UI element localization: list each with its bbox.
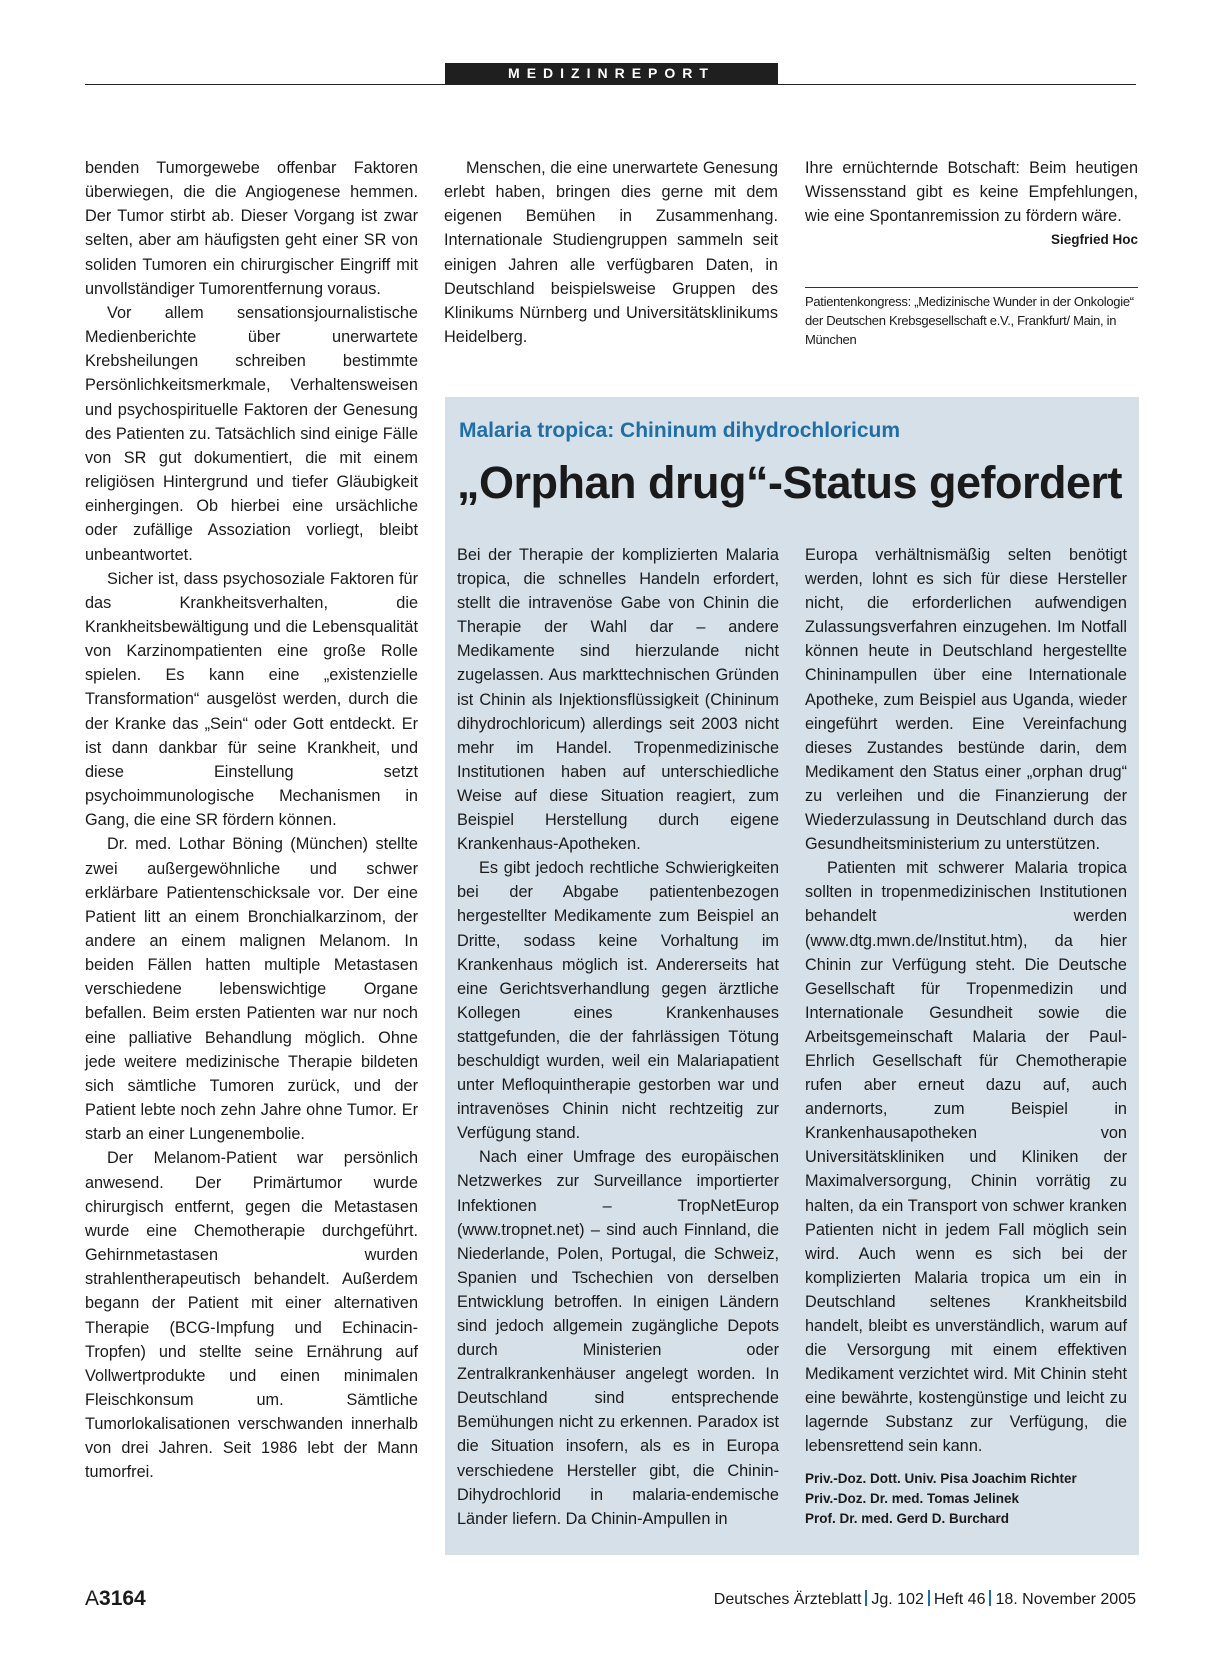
article-column-1 (85, 156, 418, 1485)
author-list (805, 1469, 1127, 1529)
header-rule (85, 84, 1136, 85)
page-number (85, 1587, 146, 1611)
sidebar-box (445, 397, 1139, 1555)
box-column-2 (805, 543, 1127, 1529)
journal-name: Deutsches Ärzteblatt (713, 1591, 862, 1608)
author: Priv.-Doz. Dr. med. Tomas Jelinek (805, 1490, 1020, 1506)
page-number-value: 3164 (99, 1587, 146, 1610)
journal-info (714, 1590, 1136, 1609)
paragraph (805, 156, 1138, 248)
paragraph: benden Tumorgewebe offenbar Faktoren überwiegen, die die Angiogenese hemmen. Der Tumor stirbt ab. Dieser Vorgang ist zwar selten, aber am häufigsten geht einer SR von soliden Tumoren ein chirurgischer Eingriff mit unvollständiger Tumorentfernung voraus. (85, 159, 418, 298)
author: Prof. Dr. med. Gerd D. Burchard (805, 1510, 1010, 1526)
separator (865, 1590, 867, 1606)
author-signature: Siegfried Hoc (1050, 232, 1138, 248)
source-divider (805, 287, 1138, 288)
journal-date: 18. November 2005 (995, 1591, 1136, 1608)
paragraph: Nach einer Umfrage des europäischen Netzwerkes zur Surveillance importierter Infektionen – TropNetEurop (www.tropnet.net) – sind auch Finnland, die Niederlande, Polen, Portugal, die Schweiz, Spanien und Tschechien von derselben Entwicklung betroffen. In einigen Ländern sind jedoch allgemein zugängliche Depots durch Ministerien oder Zentralkrankenhäuser angelegt worden. In Deutschland sind entsprechende Bemühungen nicht zu erkennen. Paradox ist die Situation insofern, als es in Europa verschiedene Hersteller gibt, die Chinin-Dihydrochlorid in malaria-endemische Länder liefern. Da Chinin-Ampullen in (457, 1148, 779, 1528)
author: Priv.-Doz. Dott. Univ. Pisa Joachim Richter (805, 1470, 1077, 1486)
paragraph: Der Melanom-Patient war persönlich anwesend. Der Primärtumor wurde chirurgisch entfernt, gegen die Metastasen wurde eine Chemotherapie durchgeführt. Gehirnmetastasen wurden strahlentherapeutisch behandelt. Außerdem begann der Patient mit einer alternativen Therapie (BCG-Impfung und Echinacin-Tropfen) und stellte seine Ernährung auf Vollwertprodukte und einen minimalen Fleischkonsum um. Sämtliche Tumorlokalisationen verschwanden innerhalb von drei Jahren. Seit 1986 lebt der Mann tumorfrei. (85, 1149, 418, 1482)
article-column-3 (805, 156, 1138, 253)
box-title: „Orphan drug“-Status gefordert (457, 457, 1123, 508)
journal-volume: Jg. 102 (871, 1591, 924, 1608)
paragraph: Bei der Therapie der komplizierten Malaria tropica, die schnelles Handeln erfordert, stellt die intravenöse Gabe von Chinin die Therapie der Wahl dar – andere Medikamente sind hierzulande nicht zugelassen. Aus markttechnischen Gründen ist Chinin als Injektionsflüssigkeit (Chininum dihydrochloricum) allerdings seit 2003 nicht mehr im Handel. Tropenmedizinische Institutionen haben auf unterschiedliche Weise auf diese Situation reagiert, zum Beispiel Herstellung durch eigene Krankenhaus-Apotheken. (457, 546, 779, 854)
section-label: MEDIZINREPORT (445, 63, 778, 84)
box-kicker: Malaria tropica: Chininum dihydrochloricum (459, 419, 901, 442)
paragraph: Es gibt jedoch rechtliche Schwierigkeiten bei der Abgabe patientenbezogen hergestellter Medikamente zum Beispiel an Dritte, sodass keine Vorhaltung im Krankenhaus möglich ist. Andererseits hat eine Gerichtsverhandlung gegen ärztliche Kollegen eines Krankenhauses stattgefunden, die der fahrlässigen Tötung beschuldigt wurden, weil ein Malariapatient unter Mefloquintherapie gestorben war und intravenöses Chinin nicht rechtzeitig zur Verfügung stand. (457, 859, 779, 1143)
page-prefix: A (85, 1587, 100, 1610)
paragraph: Menschen, die eine unerwartete Genesung erlebt haben, bringen dies gerne mit dem eigenen Bemühen in Zusammenhang. Internationale Studiengruppen sammeln seit einigen Jahren alle verfügbaren Daten, in Deutschland beispielsweise Gruppen des Klinikums Nürnberg und Universitätsklinikums Heidelberg. (444, 159, 778, 347)
paragraph: Sicher ist, dass psychosoziale Faktoren für das Krankheitsverhalten, die Krankheitsbewältigung und die Lebensqualität von Karzinompatienten eine große Rolle spielen. Es kann eine „existenzielle Transformation“ ausgelöst werden, durch die der Kranke das „Sein“ oder Gott entdeckt. Er ist dann dankbar für seine Krankheit, und diese Einstellung setzt psychoimmunologische Mechanismen in Gang, die eine SR fördern können. (85, 569, 418, 830)
closing-text: Ihre ernüchternde Botschaft: Beim heutigen Wissensstand gibt es keine Empfehlungen, wie eine Spontanremission zu fördern wäre. (805, 159, 1138, 226)
separator (928, 1590, 930, 1606)
paragraph: Europa verhältnismäßig selten benötigt werden, lohnt es sich für diese Hersteller nicht, die erforderlichen aufwendigen Zulassungsverfahren einzugehen. Im Notfall können heute in Deutschland hergestellte Chininampullen über eine Internationale Apotheke, zum Beispiel aus Uganda, wieder eingeführt werden. Eine Vereinfachung dieses Zustandes bestünde darin, dem Medikament den Status einer „orphan drug“ zu verleihen und die Finanzierung der Wiederzulassung in Deutschland durch das Gesundheitsministerium zu unterstützen. (805, 546, 1127, 854)
source-note: Patientenkongress: „Medizinische Wunder in der Onkologie“ der Deutschen Krebsgesellschaft e.V., Frankfurt/ Main, in München (805, 294, 1134, 347)
separator (989, 1590, 991, 1606)
paragraph: Vor allem sensationsjournalistische Medienberichte über unerwartete Krebsheilungen schreiben bestimmte Persönlichkeitsmerkmale, Verhaltensweisen und psychospirituelle Faktoren der Genesung des Patienten zu. Tatsächlich sind einige Fälle von SR gut dokumentiert, die mit einem religiösen Hintergrund und tiefer Gläubigkeit einhergingen. Ob hierbei eine ursächliche oder zufällige Assoziation vorliegt, bleibt unbeantwortet. (85, 303, 418, 564)
article-column-2 (444, 156, 778, 349)
paragraph: Dr. med. Lothar Böning (München) stellte zwei außergewöhnliche und schwer erklärbare Patientenschicksale vor. Der eine Patient litt an einem Bronchialkarzinom, der andere an einem malignen Melanom. In beiden Fällen hatten multiple Metastasen verschiedene lebenswichtige Organe befallen. Beim ersten Patienten war nur noch eine palliative Behandlung möglich. Ohne jede weitere medizinische Therapie bildeten sich sämtliche Tumoren zurück, und der Patient lebte noch zehn Jahre ohne Tumor. Er starb an einer Lungenembolie. (85, 835, 418, 1144)
box-column-1 (457, 543, 779, 1531)
journal-issue: Heft 46 (933, 1591, 986, 1608)
paragraph: Patienten mit schwerer Malaria tropica sollten in tropenmedizinischen Institutionen behandelt werden (www.dtg.mwn.de/Institut.htm), da hier Chinin zur Verfügung steht. Die Deutsche Gesellschaft für Tropenmedizin und Internationale Gesundheit sowie die Arbeitsgemeinschaft Malaria der Paul-Ehrlich Gesellschaft für Chemotherapie rufen aber erneut dazu auf, auch andernorts, zum Beispiel in Krankenhausapotheken von Universitätskliniken und Kliniken der Maximalversorgung, Chinin vorrätig zu halten, da ein Transport von schwer kranken Patienten nicht in jedem Fall möglich sein wird. Auch wenn es sich bei der komplizierten Malaria tropica um ein in Deutschland seltenes Krankheitsbild handelt, bleibt es unverständlich, warum auf die Versorgung mit einem effektiven Medikament verzichtet wird. Mit Chinin steht eine bewährte, kostengünstige und leicht zu lagernde Substanz zur Verfügung, die lebensrettend sein kann. (805, 859, 1127, 1456)
